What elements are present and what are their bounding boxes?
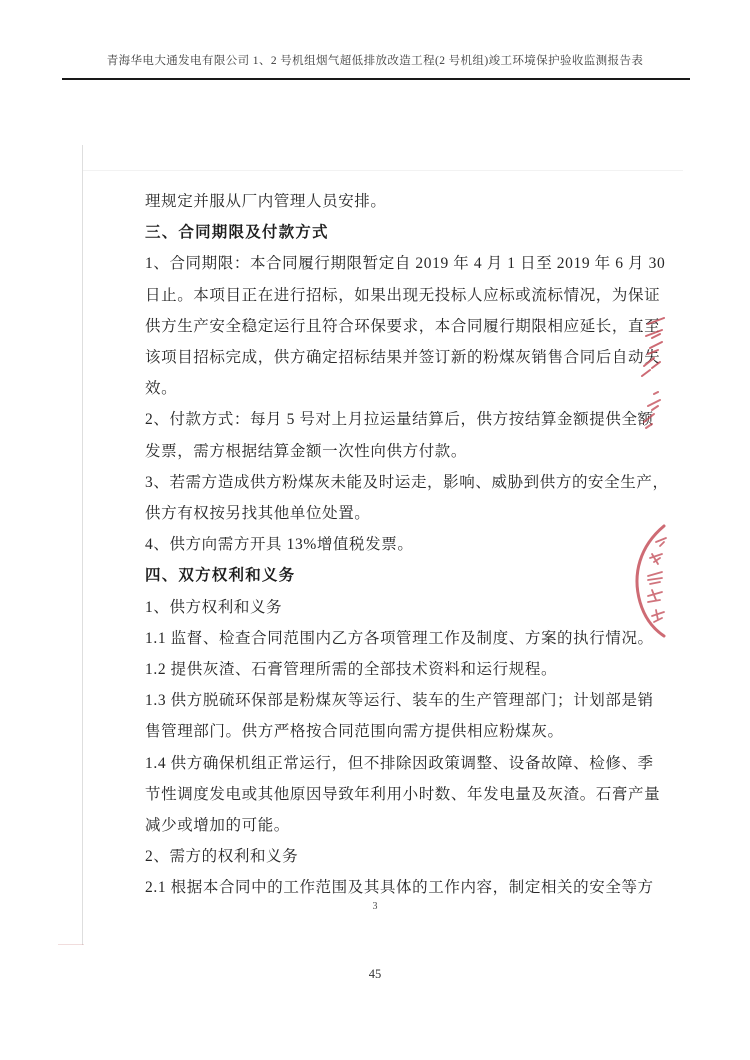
text-line: 日止。本项目正在进行招标，如果出现无投标人应标或流标情况，为保证 (145, 286, 661, 304)
text-line: 理规定并服从厂内管理人员安排。 (145, 193, 387, 210)
text-line: 1.2 提供灰渣、石膏管理所需的全部技术资料和运行规程。 (145, 661, 558, 679)
text-line: 1.3 供方脱硫环保部是粉煤灰等运行、装车的生产管理部门；计划部是销 (145, 692, 654, 710)
text-line: 1.4 供方确保机组正常运行，但不排除因政策调整、设备故障、检修、季 (145, 754, 654, 772)
red-stamp-fragment-icon (640, 390, 668, 430)
red-stamp-fragment-icon (638, 316, 674, 378)
text-line: 售管理部门。供方严格按合同范围向需方提供相应粉煤灰。 (145, 723, 564, 741)
report-page-number: 45 (368, 967, 382, 981)
header-divider-rule (62, 78, 690, 80)
text-line: 供方生产安全稳定运行且符合环保要求，本合同履行期限相应延长，直至 (145, 317, 661, 335)
text-line: 1、供方权利和义务 (145, 598, 283, 616)
text-line: 供方有权按另找其他单位处置。 (145, 505, 371, 523)
text-line: 该项目招标完成，供方确定招标结果并签订新的粉煤灰销售合同后自动失 (145, 349, 661, 367)
scan-page-corner-mark (58, 944, 84, 945)
text-line: 发票，需方根据结算金额一次性向供方付款。 (145, 442, 468, 460)
red-seal-partial-icon (630, 524, 672, 638)
scan-page-top-edge (83, 170, 683, 171)
text-line: 4、供方向需方开具 13%增值税发票。 (145, 536, 414, 554)
text-line: 2.1 根据本合同中的工作范围及其具体的工作内容，制定相关的安全等方 (145, 879, 654, 897)
section-heading-3: 三、合同期限及付款方式 (145, 224, 329, 242)
text-line: 节性调度发电或其他原因导致年利用小时数、年发电量及灰渣。石膏产量 (145, 785, 661, 803)
text-line: 1.1 监督、检查合同范围内乙方各项管理工作及制度、方案的执行情况。 (145, 629, 654, 647)
scan-page-left-edge (82, 145, 83, 945)
text-line: 2、需方的权利和义务 (145, 848, 299, 866)
contract-body-text (145, 186, 669, 904)
text-line: 效。 (145, 380, 178, 398)
text-line: 3、若需方造成供方粉煤灰未能及时运走，影响、威胁到供方的安全生产， (145, 473, 669, 491)
text-line: 2、付款方式：每月 5 号对上月拉运量结算后，供方按结算金额提供全额 (145, 411, 654, 429)
text-line: 减少或增加的可能。 (145, 817, 290, 835)
section-heading-4: 四、双方权利和义务 (145, 567, 296, 585)
scanned-page-number: 3 (372, 901, 378, 912)
text-line: 1、合同期限：本合同履行期限暂定自 2019 年 4 月 1 日至 2019 年 6 月 30 (145, 255, 666, 273)
page-header-title: 青海华电大通发电有限公司 1、2 号机组烟气超低排放改造工程(2 号机组)竣工环境保护验收监测报告表 (106, 55, 644, 67)
